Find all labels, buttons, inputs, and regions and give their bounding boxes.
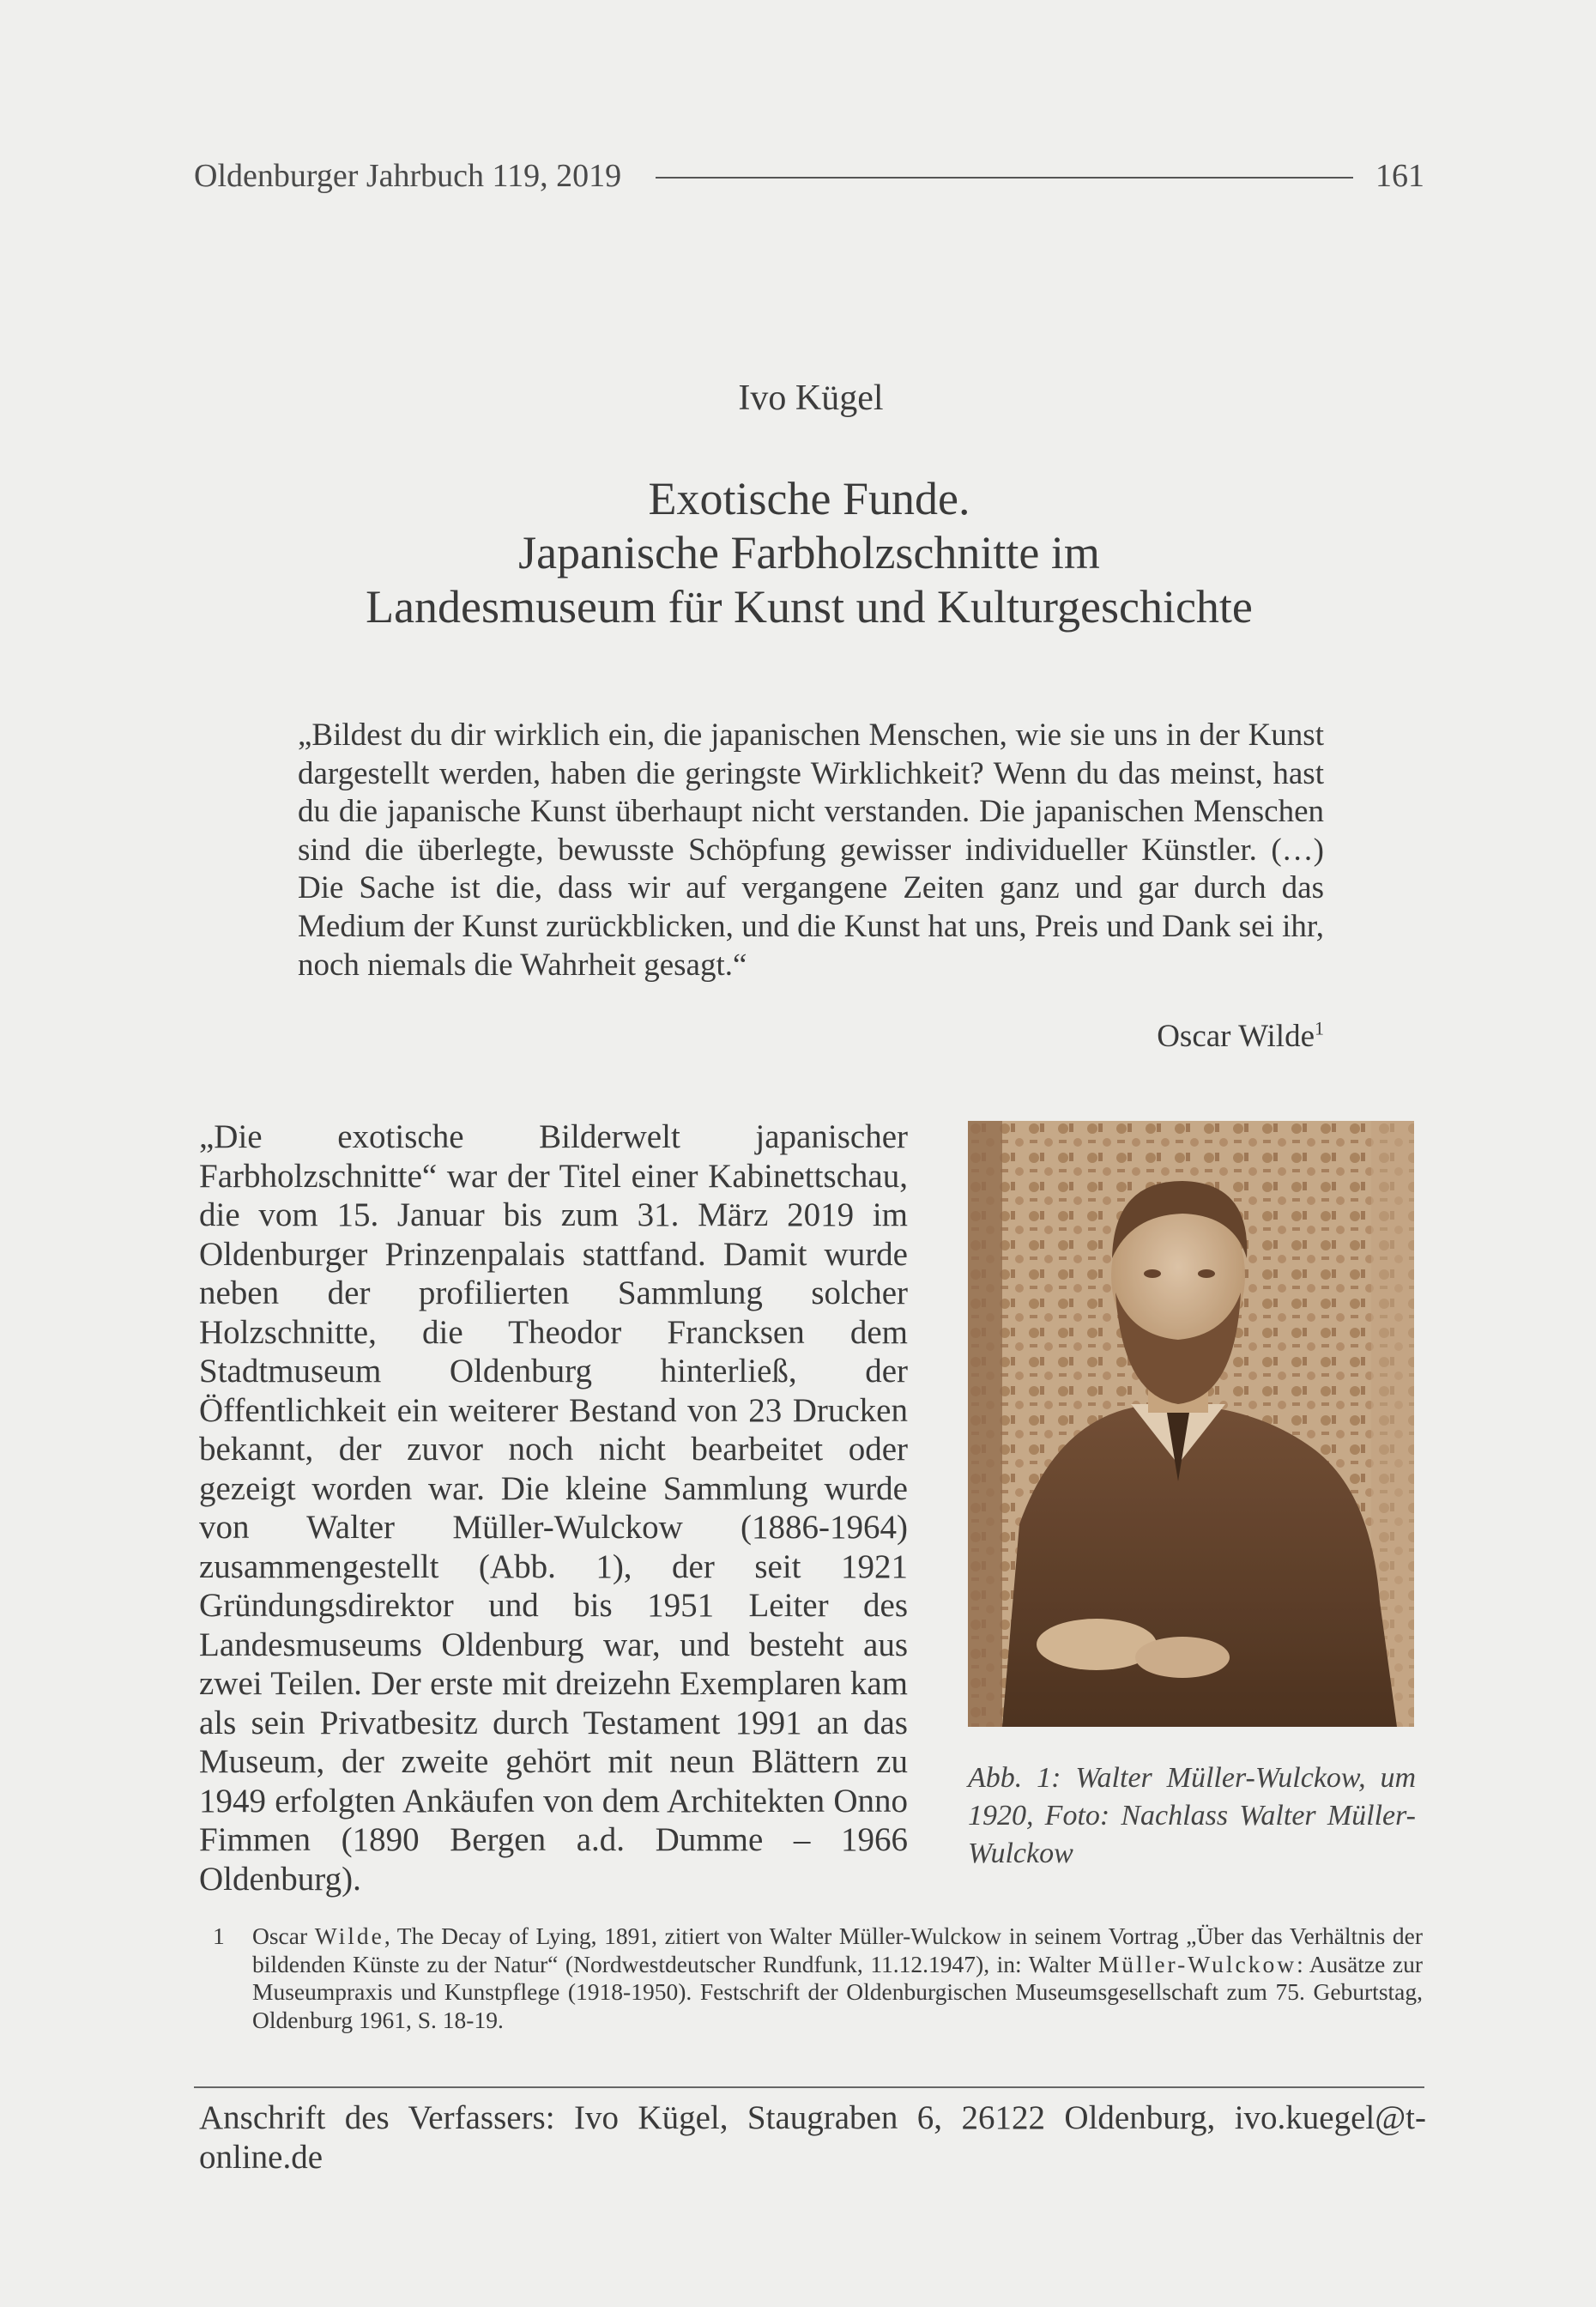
address-rule (194, 2086, 1424, 2088)
body-column (199, 1117, 908, 1898)
portrait-photo-icon (968, 1121, 1414, 1727)
body-paragraph: „Die exotische Bilderwelt japanischer Farbholzschnitte“ war der Titel einer Kabinettschau, die vom 15. Januar bis zum 31. März 2019 im Oldenburger Prinzenpalais stattfand. Damit wurde neben der profilierten Sammlung solcher Holzschnitte, die Theodor Francksen dem Stadtmuseum Oldenburg hinterließ, der Öffentlichkeit ein weiterer Bestand von 23 Drucken bekannt, der zuvor noch nicht bearbeitet oder gezeigt worden war. Die kleine Sammlung wurde von Walter Müller-Wulckow (1886-1964) zusammengestellt (Abb. 1), der seit 1921 Gründungsdirektor und bis 1951 Leiter des Landesmuseums Oldenburg war, und besteht aus zwei Teilen. Der erste mit dreizehn Exemplaren kam als sein Privatbesitz durch Testament 1991 an das Museum, der zweite gehört mit neun Blättern zu 1949 erfolgten Ankäufen von dem Architekten Onno Fimmen (1890 Bergen a.d. Dumme – 1966 Oldenburg). (199, 1118, 908, 1898)
header-rule (656, 177, 1353, 179)
journal-title: Oldenburger Jahrbuch 119, 2019 (194, 158, 622, 194)
epigraph-author: Oscar Wilde (1157, 1019, 1315, 1054)
footnote-name-1-spaced: Wilde (314, 1922, 384, 1949)
title-line-3: Landesmuseum für Kunst und Kulturgeschichte (366, 581, 1253, 633)
footnote-ref-1[interactable]: 1 (1315, 1017, 1324, 1039)
running-header (194, 154, 1424, 197)
article-author: Ivo Kügel (738, 378, 884, 418)
portrait-photo (968, 1121, 1414, 1727)
epigraph-text: „Bildest du dir wirklich ein, die japanischen Menschen, wie sie uns in der Kunst dargestellt werden, haben die geringste Wirklichkeit? Wenn du das meinst, hast du die japanische Kunst überhaupt nicht verstanden. Die japanischen Menschen sind die überlegte, bewusste Schöpfung gewisser individueller Künstler. (…) Die Sache ist die, dass wir auf vergangene Zeiten ganz und gar durch das Medium der Kunst zurückblicken, und die Kunst hat uns, Preis und Dank sei ihr, noch niemals die Wahrheit gesagt.“ (298, 718, 1324, 983)
footnote-name-2-spaced: Müller-Wulckow (1097, 1950, 1297, 1977)
footnote-name-1: Oscar (252, 1922, 308, 1949)
author-address (199, 2098, 1426, 2177)
title-line-2: Japanische Farbholzschnitte im (518, 527, 1100, 578)
footnote-number: 1 (213, 1922, 225, 1949)
footnote-text-2: : Ausätze zur Museumpraxis und Kunstpflege (1918-1950). Festschrift der Oldenburgischen Museumsgesellschaft zum 75. Geburtstag, Oldenburg 1961, S. 18-19. (252, 1950, 1423, 2033)
article-title (194, 472, 1424, 634)
title-line-1: Exotische Funde. (648, 473, 970, 524)
figure-caption (968, 1759, 1416, 1873)
footnote-text-1: , The Decay of Lying, 1891, zitiert von Walter Müller-Wulckow in seinem Vortrag „Über das Verhältnis der bildenden Künste zu der Natur“ (Nordwestdeutscher Rundfunk, 11.12.1947), in: Walter (252, 1922, 1423, 1977)
footnote-1 (213, 1922, 1423, 2034)
figure-caption-text: Abb. 1: Walter Müller-Wulckow, um 1920, Foto: Nachlass Walter Müller-Wulckow (968, 1762, 1416, 1869)
footnote-body (252, 1922, 1423, 2034)
page-number: 161 (1375, 158, 1424, 194)
epigraph-quote (298, 717, 1324, 984)
author-address-text: Anschrift des Verfassers: Ivo Kügel, Staugraben 6, 26122 Oldenburg, ivo.kuegel@t-online.de (199, 2099, 1426, 2176)
epigraph-source (1030, 1018, 1324, 1055)
